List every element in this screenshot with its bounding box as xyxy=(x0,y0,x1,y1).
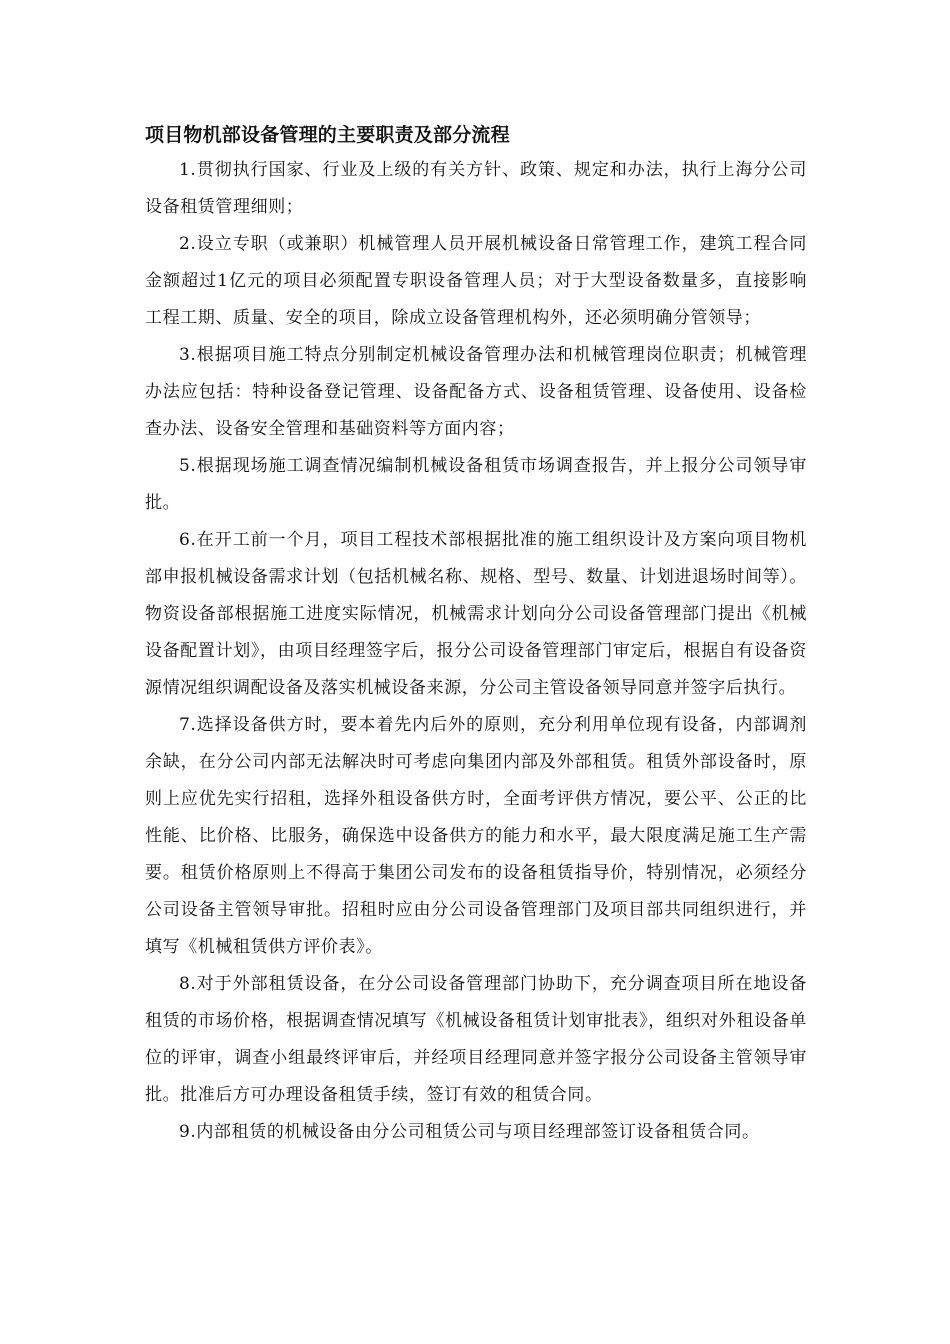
paragraph-6: 6.在开工前一个月，项目工程技术部根据批准的施工组织设计及方案向项目物机部申报机械设备需求计划（包括机械名称、规格、型号、数量、计划进退场时间等）。物资设备部根据施工进度实际情况，机械需求计划向分公司设备管理部门提出《机械设备配置计划》，由项目经理签字后，报分公司设备管理部门审定后，根据自有设备资源情况组织调配设备及落实机械设备来源，分公司主管设备领导同意并签字后执行。 xyxy=(145,530,807,698)
paragraph-3: 3.根据项目施工特点分别制定机械设备管理办法和机械管理岗位职责；机械管理办法应包括：特种设备登记管理、设备配备方式、设备租赁管理、设备使用、设备检查办法、设备安全管理和基础资料等方面内容； xyxy=(145,345,807,439)
paragraph-5: 5.根据现场施工调查情况编制机械设备租赁市场调查报告，并上报分公司领导审批。 xyxy=(145,456,807,513)
document-body xyxy=(145,118,807,1151)
document-title: 项目物机部设备管理的主要职责及部分流程 xyxy=(145,124,510,146)
paragraph-2: 2.设立专职（或兼职）机械管理人员开展机械设备日常管理工作，建筑工程合同金额超过1亿元的项目必须配置专职设备管理人员；对于大型设备数量多，直接影响工程工期、质量、安全的项目，除成立设备管理机构外，还必须明确分管领导； xyxy=(145,234,807,328)
paragraph-7: 7.选择设备供方时，要本着先内后外的原则，充分利用单位现有设备，内部调剂余缺，在分公司内部无法解决时可考虑向集团内部及外部租赁。租赁外部设备时，原则上应优先实行招租，选择外租设备供方时，全面考评供方情况，要公平、公正的比性能、比价格、比服务，确保选中设备供方的能力和水平，最大限度满足施工生产需要。租赁价格原则上不得高于集团公司发布的设备租赁指导价，特别情况，必须经分公司设备主管领导审批。招租时应由分公司设备管理部门及项目部共同组织进行，并填写《机械租赁供方评价表》。 xyxy=(145,715,807,957)
paragraph-9: 9.内部租赁的机械设备由分公司租赁公司与项目经理部签订设备租赁合同。 xyxy=(179,1122,760,1142)
paragraph-1: 1.贯彻执行国家、行业及上级的有关方针、政策、规定和办法，执行上海分公司设备租赁管理细则； xyxy=(145,160,807,217)
paragraph-8: 8.对于外部租赁设备，在分公司设备管理部门协助下，充分调查项目所在地设备租赁的市场价格，根据调查情况填写《机械设备租赁计划审批表》，组织对外租设备单位的评审，调查小组最终评审后，并经项目经理同意并签字报分公司设备主管领导审批。批准后方可办理设备租赁手续，签订有效的租赁合同。 xyxy=(145,974,807,1105)
